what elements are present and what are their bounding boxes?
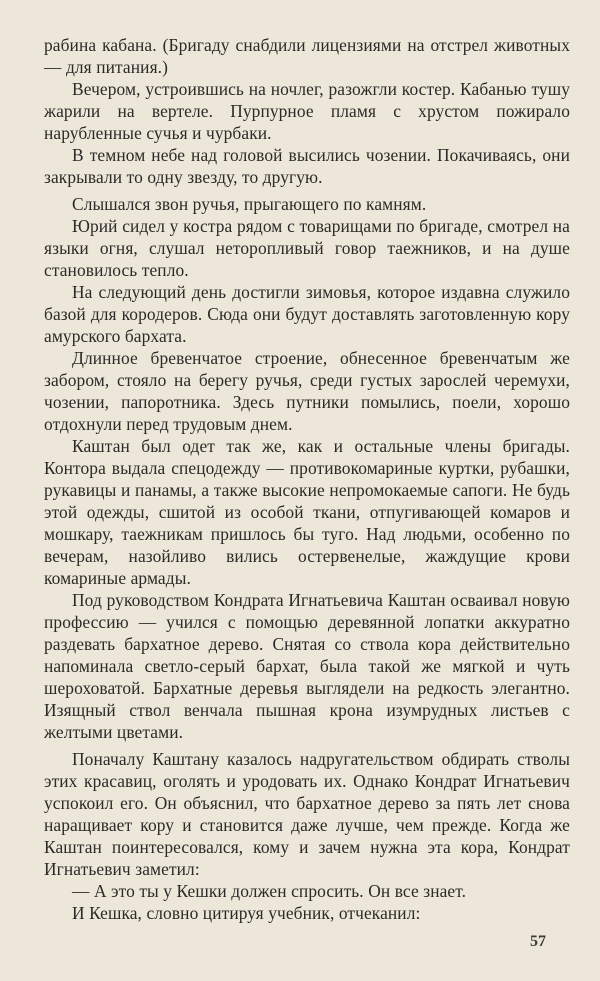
paragraph-2: Вечером, устроившись на ночлег, разожгли костер. Кабанью тушу жарили на вертеле. Пурпурное пламя с хрустом пожирало нарубленные сучья и чурбаки. <box>44 79 570 143</box>
paragraph-6: На следующий день достигли зимовья, которое издавна служило базой для кородеров. Сюда они будут доставлять заготовленную кору амурского бархата. <box>44 282 570 346</box>
paragraph-10: Поначалу Каштану казалось надругательством обдирать стволы этих красавиц, оголять и уродовать их. Однако Кондрат Игнатьевич успокоил его. Он объяснил, что бархатное дерево за пять лет снова наращивает кору и становится даже лучше, чем прежде. Когда же Каштан поинтересовался, кому и зачем нужна эта кора, Кондрат Игнатьевич заметил: <box>44 749 570 879</box>
paragraph-11: — А это ты у Кешки должен спросить. Он все знает. <box>72 881 467 901</box>
paragraph-3: В темном небе над головой высились чозении. Покачиваясь, они закрывали то одну звезду, то другую. <box>44 145 570 187</box>
paragraph-4: Слышался звон ручья, прыгающего по камням. <box>72 194 427 214</box>
paragraph-7: Длинное бревенчатое строение, обнесенное бревенчатым же забором, стояло на берегу ручья, среди густых зарослей черемухи, чозении, папоротника. Здесь путники помылись, поели, хорошо отдохнули перед трудовым днем. <box>44 348 570 434</box>
paragraph-5: Юрий сидел у костра рядом с товарищами по бригаде, смотрел на языки огня, слушал неторопливый говор таежников, и на душе становилось тепло. <box>44 216 570 280</box>
paragraph-9: Под руководством Кондрата Игнатьевича Каштан осваивал новую профессию — учился с помощью деревянной лопатки аккуратно раздевать бархатное дерево. Снятая со ствола кора действительно напоминала светло-серый бархат, была такой же мягкой и чуть шероховатой. Бархатные деревья выглядели на редкость элегантно. Изящный ствол венчала пышная крона изумрудных листьев с желтыми цветами. <box>44 590 570 742</box>
page-number: 57 <box>530 933 546 950</box>
paragraph-1: рабина кабана. (Бригаду снабдили лицензиями на отстрел животных — для питания.) <box>44 35 570 77</box>
paragraph-12: И Кешка, словно цитируя учебник, отчеканил: <box>72 903 421 923</box>
paragraph-8: Каштан был одет так же, как и остальные члены бригады. Контора выдала спецодежду — противокомариные куртки, рубашки, рукавицы и панамы, а также высокие непромокаемые сапоги. Не будь этой одежды, сшитой из особой ткани, отпугивающей комаров и мошкару, таежникам пришлось бы туго. Над людьми, особенно по вечерам, назойливо вились остервенелые, жаждущие крови комариные армады. <box>44 436 570 588</box>
body-text <box>44 34 570 924</box>
